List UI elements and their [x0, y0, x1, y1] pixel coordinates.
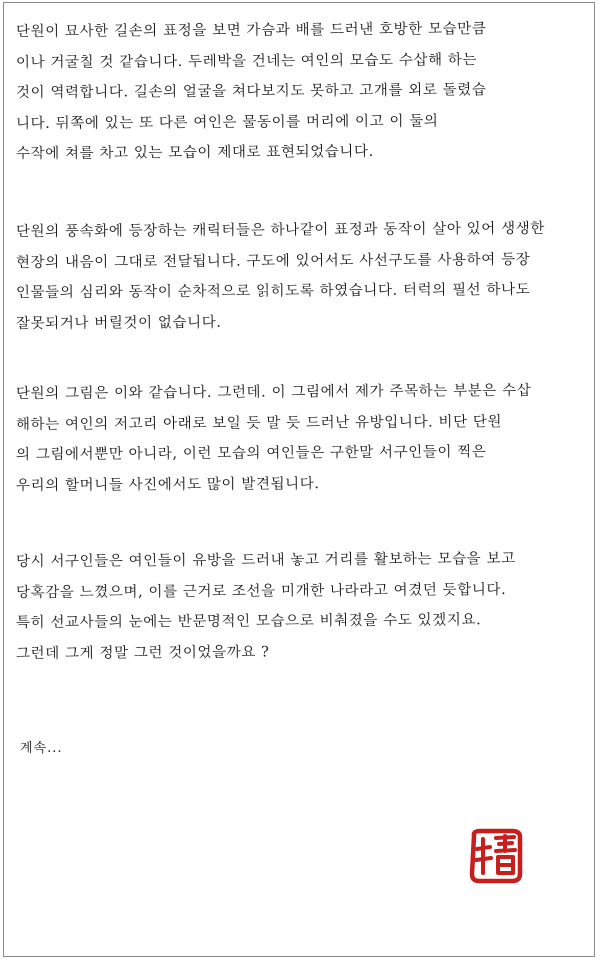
text-line: 단원의 풍속화에 등장하는 캐릭터들은 하나같이 표정과 동작이 살아 있어 생생한 — [15, 220, 545, 240]
text-line: 인물들의 심리와 동작이 순차적으로 읽히도록 하였습니다. 터럭의 필선 하나도 — [15, 281, 531, 301]
text-line: 이나 거굴칠 것 같습니다. 두레박을 건네는 여인의 모습도 수삽해 하는 — [15, 51, 478, 71]
text-line: 우리의 할머니들 사진에서도 많이 발견됩니다. — [15, 475, 320, 494]
paragraph-2 — [16, 217, 545, 339]
text-line: 특히 선교사들의 눈에는 반문명적인 모습으로 비춰졌을 수도 있겠지요. — [15, 612, 482, 631]
text-line: 단원이 묘사한 길손의 표정을 보면 가슴과 배를 드러낸 호방한 모습만큼 — [15, 21, 487, 40]
text-line: 해하는 여인의 저고리 아래로 보일 듯 말 듯 드러난 유방입니다. 비단 단원 — [15, 413, 503, 433]
letter-page — [3, 2, 595, 957]
text-line: 의 그림에서뿐만 아니라, 이런 모습의 여인들은 구한말 서구인들이 찍은 — [15, 444, 487, 463]
text-line: 잘못되거나 버릴것이 없습니다. — [15, 314, 222, 332]
text-line: 니다. 뒤쪽에 있는 또 다른 여인은 물동이를 머리에 이고 이 둘의 — [15, 112, 439, 132]
to-be-continued: 계속... — [20, 741, 63, 756]
paragraph-4 — [16, 547, 516, 669]
text-line: 그런데 그게 정말 그런 것이었을까요 ? — [15, 643, 270, 662]
paragraph-3 — [16, 379, 531, 501]
text-line: 수작에 쳐를 차고 있는 모습이 제대로 표현되었습니다. — [15, 143, 374, 162]
text-line: 것이 역력합니다. 길손의 얼굴을 쳐다보지도 못하고 고개를 외로 돌렸습 — [15, 82, 487, 101]
text-line: 당혹감을 느꼈으며, 이를 근거로 조선을 미개한 나라라고 여겼던 듯합니다. — [15, 581, 507, 601]
text-line: 현장의 내음이 그대로 전달됩니다. 구도에 있어서도 사선구도를 사용하여 등장 — [15, 251, 531, 271]
paragraph-1 — [16, 17, 486, 170]
red-seal-stamp — [466, 827, 526, 885]
text-line: 단원의 그림은 이와 같습니다. 그런데. 이 그림에서 제가 주목하는 부분은 수삽 — [15, 382, 532, 402]
text-line: 당시 서구인들은 여인들이 유방을 드러내 놓고 거리를 활보하는 모습을 보고 — [15, 550, 516, 570]
